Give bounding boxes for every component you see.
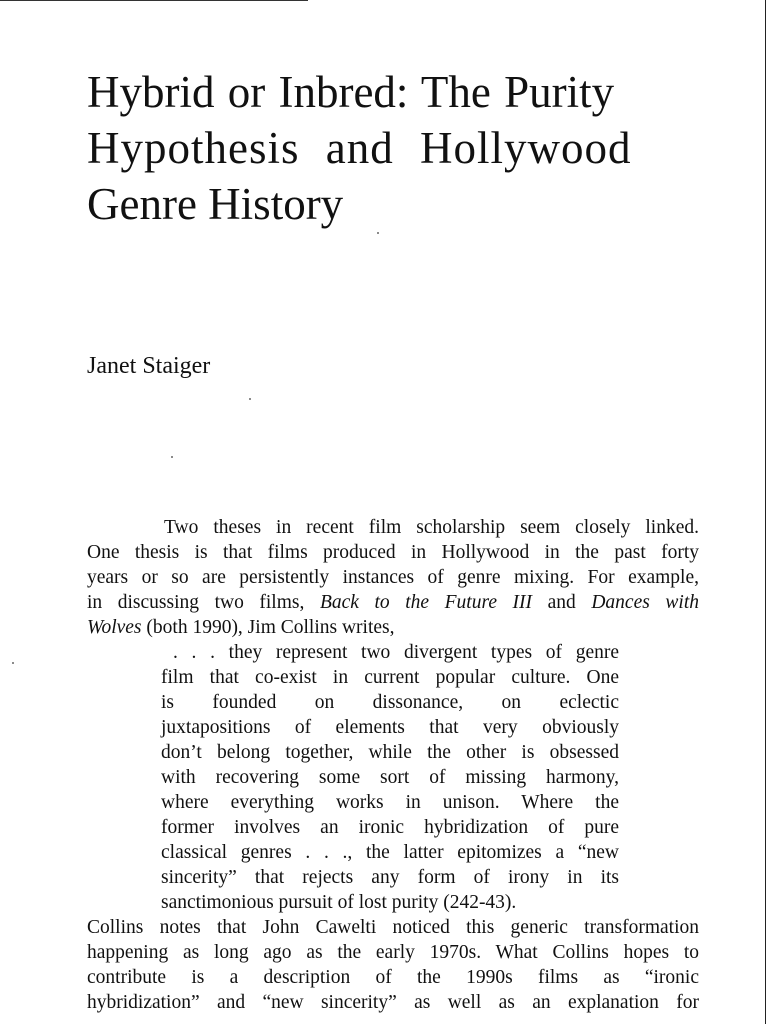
text-line: contribute is a description of the 1990s films as “ironic xyxy=(87,967,699,988)
article-title xyxy=(87,64,699,232)
block-quote xyxy=(87,640,619,915)
quote-line: . . . they represent two divergent types of genre xyxy=(173,642,619,663)
text-line xyxy=(87,615,699,640)
text-line: happening as long ago as the early 1970s. What Collins hopes to xyxy=(87,942,699,963)
film-title: Wolves xyxy=(87,617,142,638)
quote-line: juxtapositions of elements that very obviously xyxy=(161,717,619,738)
text-line: years or so are persistently instances of genre mixing. For example, xyxy=(87,567,699,588)
text-line xyxy=(87,590,699,615)
quote-line: with recovering some sort of missing harmony, xyxy=(161,767,619,788)
quote-line: sanctimonious pursuit of lost purity (242-43). xyxy=(161,892,517,913)
text-run: and xyxy=(532,592,592,613)
page-edge xyxy=(765,0,766,1024)
text-line: One thesis is that films produced in Hollywood in the past forty xyxy=(87,542,699,563)
quote-line: film that co-exist in current popular culture. One xyxy=(161,667,619,688)
title-line: Hypothesis and Hollywood xyxy=(87,123,632,173)
top-rule xyxy=(0,0,308,1)
scan-speck xyxy=(12,662,14,664)
scan-speck xyxy=(171,456,173,458)
quote-line: sincerity” that rejects any form of irony in its xyxy=(161,867,619,888)
text-run: (both 1990), Jim Collins writes, xyxy=(141,617,395,638)
text-line: hybridization” and “new sincerity” as well as an explanation for xyxy=(87,992,699,1013)
quote-line: former involves an ironic hybridization of pure xyxy=(161,817,619,838)
quote-line: where everything works in unison. Where the xyxy=(161,792,619,813)
text-line: Two theses in recent film scholarship seem closely linked. xyxy=(164,517,699,538)
title-line: Hybrid or Inbred: The Purity xyxy=(87,67,615,117)
title-line: Genre History xyxy=(87,179,344,229)
text-run: in discussing two films, xyxy=(87,592,320,613)
quote-line: classical genres . . ., the latter epitomizes a “new xyxy=(161,842,619,863)
quote-line: is founded on dissonance, on eclectic xyxy=(161,692,619,713)
film-title: Back to the Future III xyxy=(319,592,533,613)
author-name: Janet Staiger xyxy=(87,353,211,379)
film-title: Dances with xyxy=(591,592,699,613)
scan-speck xyxy=(249,398,251,400)
body-text xyxy=(87,515,699,1015)
scan-speck xyxy=(377,232,379,234)
text-line: Collins notes that John Cawelti noticed this generic transformation xyxy=(87,917,699,938)
quote-line: don’t belong together, while the other is obsessed xyxy=(161,742,619,763)
